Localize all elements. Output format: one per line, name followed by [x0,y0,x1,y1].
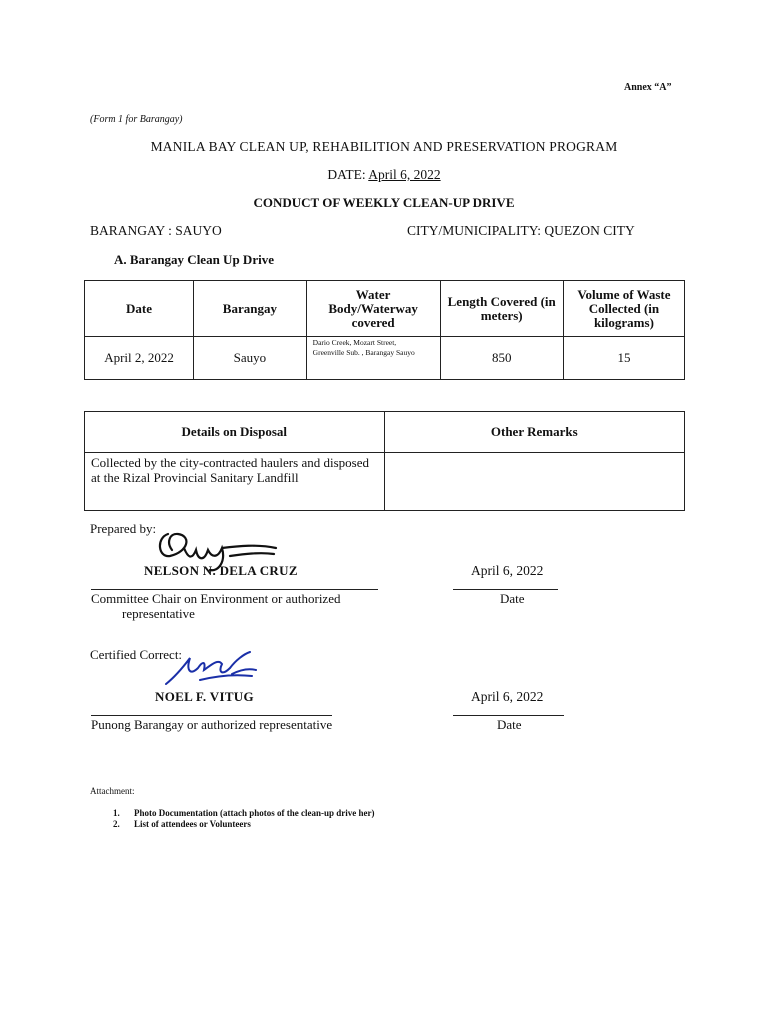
header-volume: Volume of Waste Collected (in kilograms) [563,281,684,337]
header-date: Date [85,281,194,337]
header-length: Length Covered (in meters) [440,281,563,337]
certifier-signature-line [91,715,332,716]
preparer-signature-line [91,589,378,590]
city-line: CITY/MUNICIPALITY: QUEZON CITY [407,223,635,238]
date-line [0,167,768,183]
preparer-role-line1: Committee Chair on Environment or authorized [91,591,341,606]
attachment-list [113,808,374,830]
header-waterway: Water Body/Waterway covered [306,281,440,337]
cell-volume: 15 [563,337,684,380]
barangay-line: BARANGAY : SAUYO [90,223,222,238]
preparer-date-caption: Date [500,591,525,606]
table-row [85,337,685,380]
header-remarks: Other Remarks [384,412,684,453]
section-a-heading: A. Barangay Clean Up Drive [114,252,274,267]
disposal-table [84,411,685,511]
cell-barangay: Sauyo [194,337,307,380]
header-disposal: Details on Disposal [85,412,385,453]
certifier-date: April 6, 2022 [471,689,544,704]
cell-length: 850 [440,337,563,380]
certifier-date-line [453,715,564,716]
certifier-role: Punong Barangay or authorized representative [91,717,333,732]
preparer-name: NELSON N. DELA CRUZ [144,563,298,578]
list-item [113,819,374,830]
certifier-name: NOEL F. VITUG [155,689,254,704]
annex-label: Annex “A” [624,82,672,93]
attachment-number: 2. [113,819,120,829]
cleanup-table-header [85,281,685,337]
table-row [85,453,685,511]
program-title: MANILA BAY CLEAN UP, REHABILITION AND PRESERVATION PROGRAM [150,139,618,154]
cleanup-table [84,280,685,380]
header-barangay: Barangay [194,281,307,337]
list-item [113,808,374,819]
attachment-text: Photo Documentation (attach photos of the clean-up drive her) [134,808,375,818]
certified-label: Certified Correct: [90,647,183,662]
cell-disposal: Collected by the city-contracted haulers and disposed at the Rizal Provincial Sanitary Landfill [85,453,385,511]
preparer-date-line [453,589,558,590]
cell-date: April 2, 2022 [85,337,194,380]
attachment-label: Attachment: [90,786,135,796]
attachment-number: 1. [113,808,120,818]
date-value: April 6, 2022 [368,167,441,182]
cell-remarks [384,453,684,511]
prepared-by-label: Prepared by: [90,521,157,536]
cell-waterway: Dario Creek, Mozart Street, Greenville Sub. , Barangay Sauyo [306,337,440,380]
form-label: (Form 1 for Barangay) [90,114,183,125]
preparer-date: April 6, 2022 [471,563,544,578]
disposal-table-header [85,412,685,453]
conduct-title: CONDUCT OF WEEKLY CLEAN-UP DRIVE [253,195,515,210]
preparer-role-line2: representative [122,606,195,621]
certifier-date-caption: Date [497,717,522,732]
attachment-text: List of attendees or Volunteers [134,819,251,829]
date-label: DATE: [327,167,366,182]
certifier-signature [160,650,270,692]
